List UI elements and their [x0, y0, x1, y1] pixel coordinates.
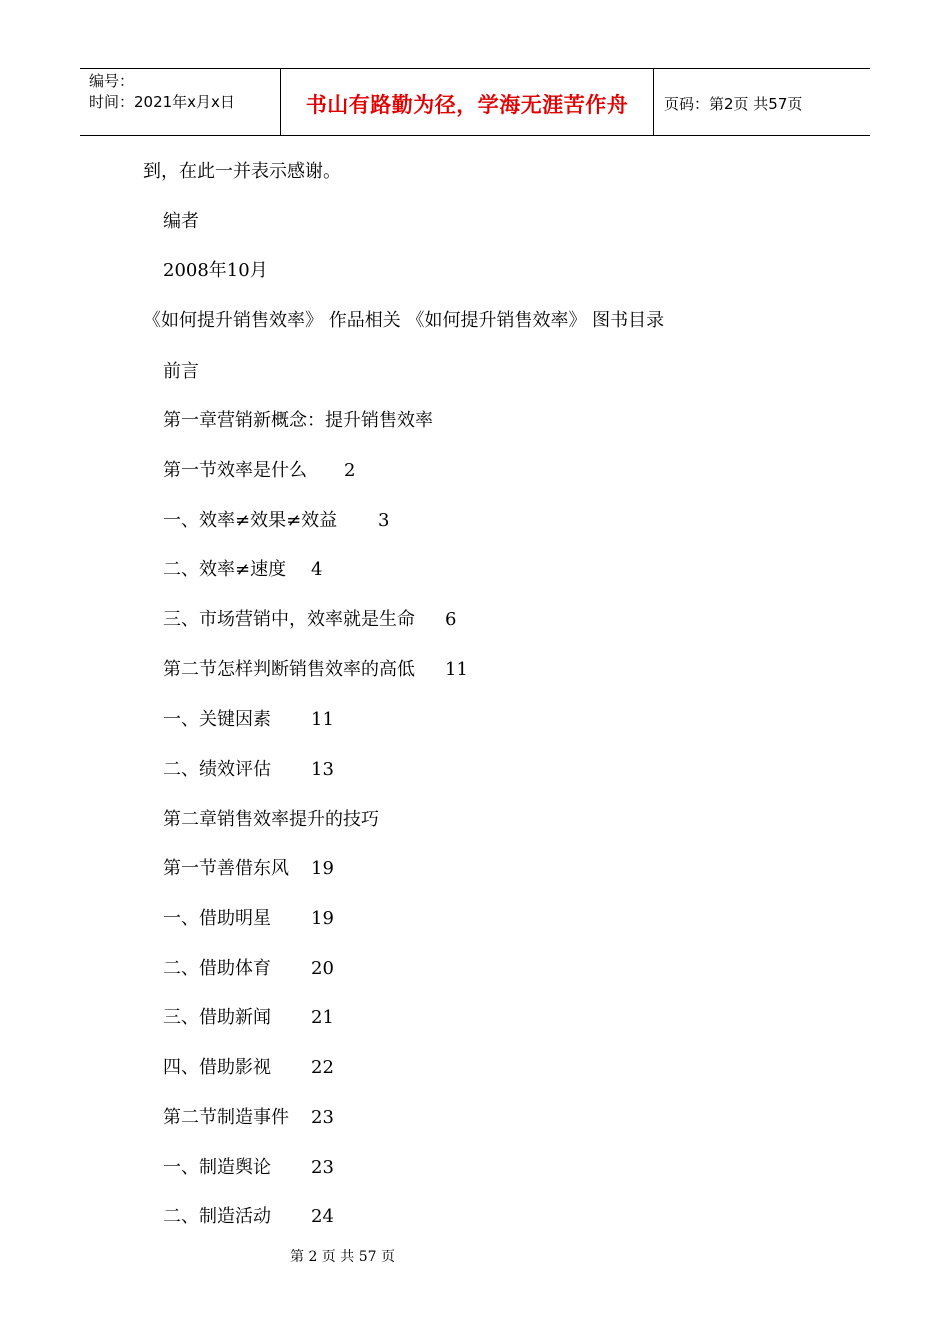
toc-line [163, 259, 268, 283]
toc-line-text: 三、市场营销中，效率就是生命 [163, 609, 415, 630]
toc-page-number: 6 [445, 609, 457, 630]
toc-line-text: 二、借助体育 [163, 958, 271, 979]
toc-page-number: 2 [344, 460, 356, 481]
toc-line-text: 二、绩效评估 [163, 759, 271, 780]
toc-line [163, 1006, 271, 1030]
toc-line-text: 二、制造活动 [163, 1206, 271, 1227]
toc-page-number: 19 [311, 908, 334, 929]
toc-line [163, 409, 433, 433]
toc-line [163, 1156, 271, 1180]
toc-line-text: 第一节善借东风 [163, 858, 289, 879]
toc-line [163, 808, 379, 832]
toc-page-number: 23 [311, 1157, 334, 1178]
toc-page-number: 22 [311, 1057, 334, 1078]
toc-line-text: 到，在此一并表示感谢。 [143, 161, 341, 182]
toc-line-text: 第二节制造事件 [163, 1107, 289, 1128]
toc-line [163, 210, 199, 234]
toc-page-number: 24 [311, 1206, 334, 1227]
toc-page-number: 3 [378, 510, 390, 531]
toc-line [143, 160, 341, 184]
toc-line-text: 《如何提升销售效率》 作品相关 《如何提升销售效率》 图书目录 [143, 310, 665, 331]
toc-line-text: 一、借助明星 [163, 908, 271, 929]
toc-line [163, 957, 271, 981]
toc-page-number: 11 [445, 659, 468, 680]
toc-line [163, 558, 286, 582]
toc-line [163, 360, 199, 384]
toc-line-text: 第一节效率是什么 [163, 460, 307, 481]
header-meta-cell [80, 69, 281, 135]
toc-page-number: 19 [311, 858, 334, 879]
toc-page-number: 11 [311, 709, 334, 730]
header-page-info: 页码：第2页 共57页 [664, 94, 803, 113]
toc-line-text: 二、效率≠速度 [163, 559, 287, 580]
doc-time-label: 时间：2021年x月x日 [89, 93, 235, 111]
doc-code-label: 编号： [89, 72, 135, 90]
page-footer: 第 2 页 共 57 页 [290, 1249, 395, 1265]
toc-line [163, 857, 289, 881]
toc-line-text: 2008年10月 [163, 260, 268, 281]
toc-line-text: 第二节怎样判断销售效率的高低 [163, 659, 415, 680]
toc-line [163, 1056, 271, 1080]
toc-line [163, 1106, 289, 1130]
toc-page-number: 4 [311, 559, 323, 580]
toc-page-number: 21 [311, 1007, 334, 1028]
toc-line [163, 608, 415, 632]
toc-page-number: 13 [311, 759, 334, 780]
toc-line-text: 三、借助新闻 [163, 1007, 271, 1028]
toc-line [163, 1205, 271, 1229]
header-motto: 书山有路勤为径，学海无涯苦作舟 [281, 69, 654, 135]
toc-line-text: 一、制造舆论 [163, 1157, 271, 1178]
toc-line [143, 309, 664, 333]
toc-line-text: 一、效率≠效果≠效益 [163, 510, 338, 531]
toc-line-text: 四、借助影视 [163, 1057, 271, 1078]
toc-line-text: 第一章营销新概念：提升销售效率 [163, 410, 433, 431]
toc-line-text: 一、关键因素 [163, 709, 271, 730]
toc-line [163, 907, 271, 931]
toc-page-number: 23 [311, 1107, 334, 1128]
toc-line [163, 758, 271, 782]
toc-line [163, 459, 307, 483]
toc-line [163, 708, 271, 732]
toc-line-text: 编者 [163, 211, 199, 232]
toc-line-text: 第二章销售效率提升的技巧 [163, 809, 379, 830]
page-header [80, 68, 870, 136]
toc-page-number: 20 [311, 958, 334, 979]
toc-line [163, 509, 337, 533]
toc-line [163, 658, 415, 682]
toc-line-text: 前言 [163, 361, 199, 382]
